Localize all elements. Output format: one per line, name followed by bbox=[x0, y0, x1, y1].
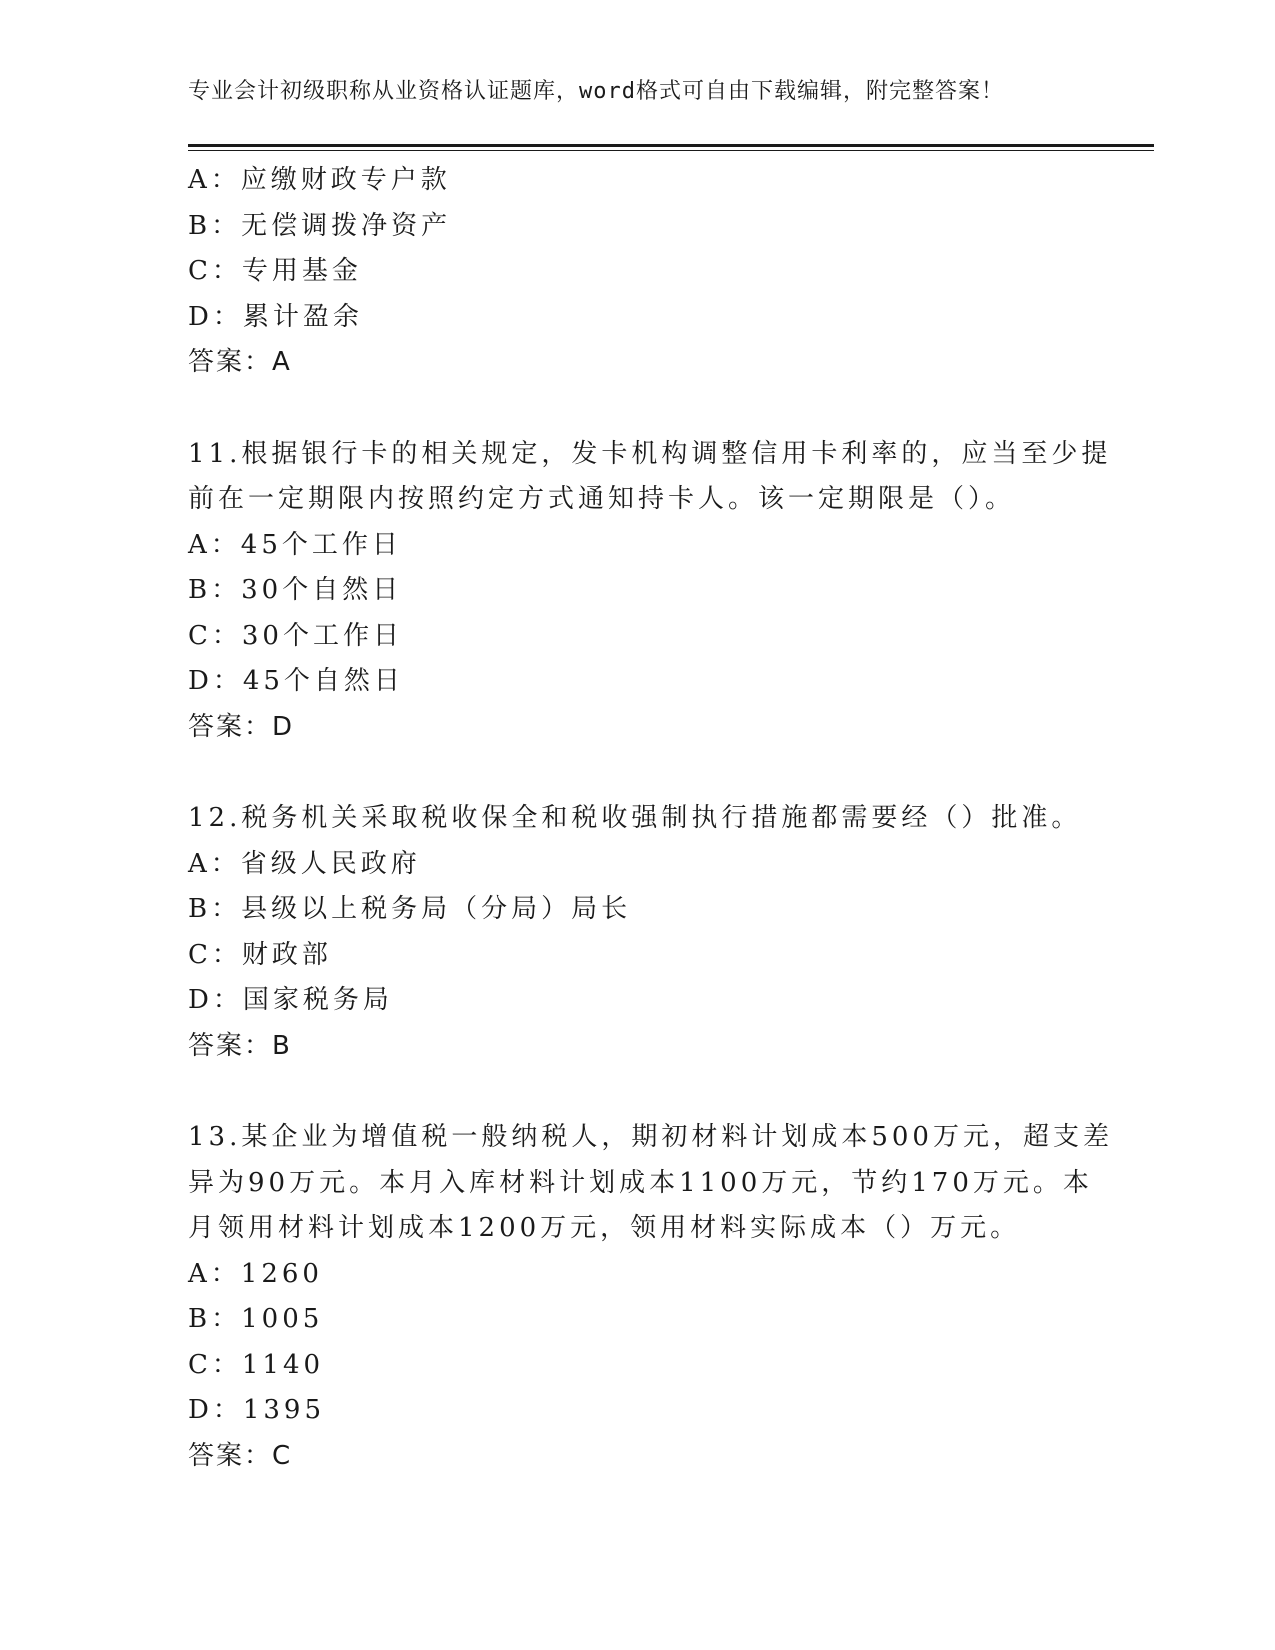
option-d: D：累计盈余 bbox=[188, 301, 363, 332]
question-list bbox=[188, 158, 1113, 1479]
option-d: D：1395 bbox=[188, 1395, 326, 1425]
answer: 答案：C bbox=[188, 1440, 293, 1471]
question-11 bbox=[188, 432, 1112, 751]
option-a: A：45个工作日 bbox=[188, 529, 402, 560]
answer: 答案：B bbox=[188, 1030, 292, 1061]
question-text-line: 13.某企业为增值税一般纳税人，期初材料计划成本500万元，超支差 bbox=[188, 1122, 1113, 1152]
option-d: D：45个自然日 bbox=[188, 666, 404, 696]
option-a: A：应缴财政专户款 bbox=[188, 165, 451, 195]
option-a: A：省级人民政府 bbox=[188, 848, 421, 879]
option-d: D：国家税务局 bbox=[188, 985, 393, 1015]
option-c: C：30个工作日 bbox=[188, 620, 403, 651]
option-c: C：1140 bbox=[188, 1349, 325, 1380]
question-text-line: 异为90万元。本月入库材料计划成本1100万元，节约170万元。本 bbox=[188, 1167, 1093, 1198]
question-10 bbox=[188, 158, 1088, 386]
option-c: C：专用基金 bbox=[188, 256, 362, 286]
header-rule-thick bbox=[188, 144, 1154, 147]
option-c: C：财政部 bbox=[188, 939, 332, 970]
answer: 答案：A bbox=[188, 347, 292, 377]
question-text-line: 月领用材料计划成本1200万元，领用材料实际成本（）万元。 bbox=[188, 1213, 1021, 1243]
question-text-line: 11.根据银行卡的相关规定，发卡机构调整信用卡利率的，应当至少提 bbox=[188, 438, 1112, 469]
question-text-line: 12.税务机关采取税收保全和税收强制执行措施都需要经（）批准。 bbox=[188, 803, 1082, 833]
question-13 bbox=[188, 1115, 1113, 1479]
option-b: B：县级以上税务局（分局）局长 bbox=[188, 894, 632, 924]
answer: 答案：D bbox=[188, 711, 295, 742]
option-b: B：1005 bbox=[188, 1304, 324, 1334]
option-b: B：无偿调拨净资产 bbox=[188, 210, 452, 241]
question-12 bbox=[188, 796, 1088, 1069]
option-b: B：30个自然日 bbox=[188, 575, 403, 605]
question-text-line: 前在一定期限内按照约定方式通知持卡人。该一定期限是（）。 bbox=[188, 484, 1016, 514]
header-rule-thin bbox=[188, 150, 1154, 151]
page-header: 专业会计初级职称从业资格认证题库，word格式可自由下载编辑，附完整答案！ bbox=[188, 79, 1004, 104]
option-a: A：1260 bbox=[188, 1258, 323, 1289]
